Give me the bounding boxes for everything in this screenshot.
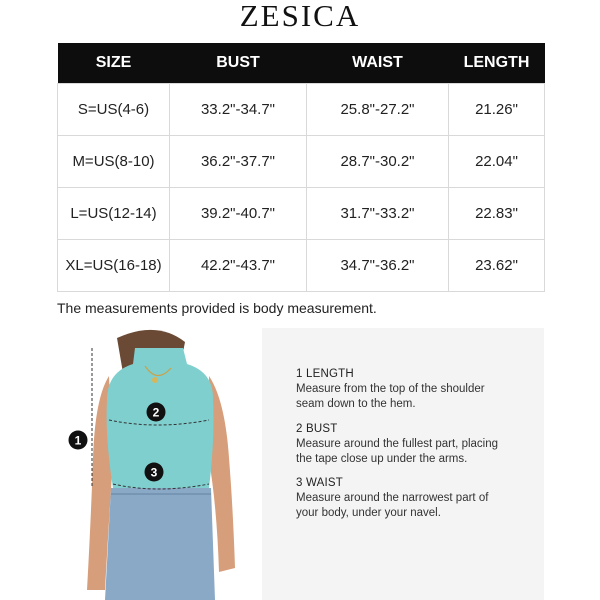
cell-size: L=US(12-14) xyxy=(58,188,170,240)
brand-logo: ZESICA xyxy=(239,0,361,33)
instruction-text-line: the tape close up under the arms. xyxy=(296,453,468,465)
cell-size: S=US(4-6) xyxy=(58,84,170,136)
instruction-bust xyxy=(296,422,536,467)
cell-waist: 31.7"-33.2" xyxy=(307,188,449,240)
header-waist: WAIST xyxy=(307,43,449,84)
instruction-text-line: Measure from the top of the shoulder xyxy=(296,383,485,395)
table-row xyxy=(58,136,545,188)
model-illustration xyxy=(57,328,262,600)
cell-bust: 33.2"-34.7" xyxy=(170,84,307,136)
cell-length: 22.04" xyxy=(449,136,545,188)
cell-length: 23.62" xyxy=(449,240,545,292)
table-header-row xyxy=(58,43,545,84)
model-photo xyxy=(57,328,262,600)
cell-waist: 34.7"-36.2" xyxy=(307,240,449,292)
header-bust: BUST xyxy=(170,43,307,84)
cell-length: 21.26" xyxy=(449,84,545,136)
marker-waist xyxy=(145,463,164,482)
marker-length xyxy=(69,431,88,450)
cell-waist: 25.8"-27.2" xyxy=(307,84,449,136)
cell-bust: 39.2"-40.7" xyxy=(170,188,307,240)
header-size: SIZE xyxy=(58,43,170,84)
instruction-waist xyxy=(296,476,536,521)
instruction-length xyxy=(296,367,536,412)
cell-waist: 28.7"-30.2" xyxy=(307,136,449,188)
necklace-pendant xyxy=(152,377,158,383)
instruction-heading: 3 WAIST xyxy=(296,477,343,489)
table-row xyxy=(58,188,545,240)
marker-length-label: 1 xyxy=(74,433,82,448)
marker-bust-label: 2 xyxy=(152,405,160,420)
instruction-text-line: Measure around the narrowest part of xyxy=(296,492,489,504)
cell-bust: 36.2"-37.7" xyxy=(170,136,307,188)
marker-bust xyxy=(147,403,166,422)
table-row xyxy=(58,84,545,136)
cell-size: XL=US(16-18) xyxy=(58,240,170,292)
marker-waist-label: 3 xyxy=(150,465,158,480)
instruction-heading: 2 BUST xyxy=(296,423,338,435)
cell-bust: 42.2"-43.7" xyxy=(170,240,307,292)
instructions-panel xyxy=(262,328,544,600)
cell-size: M=US(8-10) xyxy=(58,136,170,188)
size-chart-table xyxy=(57,43,545,292)
measurement-note: The measurements provided is body measurement. xyxy=(57,300,377,316)
instruction-heading: 1 LENGTH xyxy=(296,368,354,380)
cell-length: 22.83" xyxy=(449,188,545,240)
table-row xyxy=(58,240,545,292)
instruction-text-line: Measure around the fullest part, placing xyxy=(296,438,499,450)
instruction-text-line: seam down to the hem. xyxy=(296,398,416,410)
instruction-text-line: your body, under your navel. xyxy=(296,507,441,519)
jeans-shape xyxy=(105,488,215,600)
header-length: LENGTH xyxy=(449,43,545,84)
